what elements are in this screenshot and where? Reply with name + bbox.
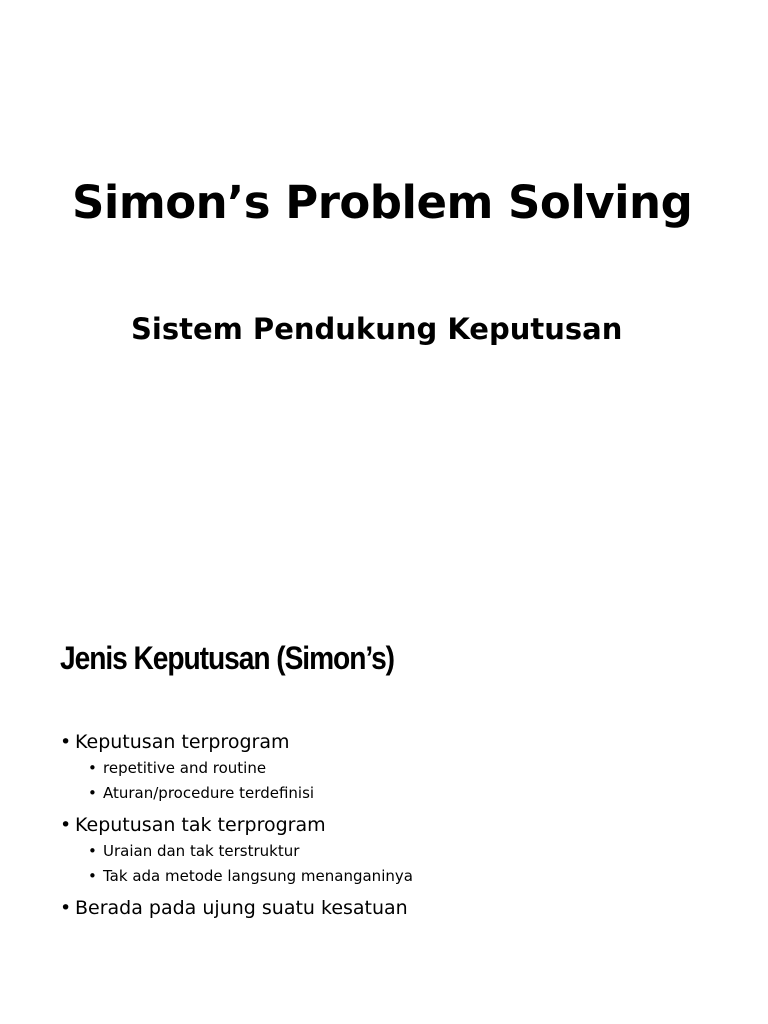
content-heading: Jenis Keputusan (Simon’s) — [60, 640, 395, 676]
bullet-item — [60, 896, 413, 920]
sub-bullet-list — [88, 839, 413, 889]
sub-bullet-list — [88, 756, 413, 806]
sub-bullet-item: • Aturan/procedure terdefinisi — [88, 781, 413, 806]
bullet-text: Berada pada ujung suatu kesatuan — [75, 897, 408, 919]
slide-subtitle: Sistem Pendukung Keputusan — [131, 312, 623, 346]
bullet-text: Keputusan tak terprogram — [75, 814, 326, 836]
bullet-item — [60, 730, 413, 806]
bullet-text: Keputusan terprogram — [75, 731, 290, 753]
bullet-item — [60, 813, 413, 889]
sub-bullet-item: • Tak ada metode langsung menanganinya — [88, 864, 413, 889]
content-slide — [0, 600, 768, 1024]
sub-bullet-item: • repetitive and routine — [88, 756, 413, 781]
sub-bullet-item: • Uraian dan tak terstruktur — [88, 839, 413, 864]
bullet-list — [60, 730, 413, 920]
slide-title: Simon’s Problem Solving — [72, 176, 693, 229]
